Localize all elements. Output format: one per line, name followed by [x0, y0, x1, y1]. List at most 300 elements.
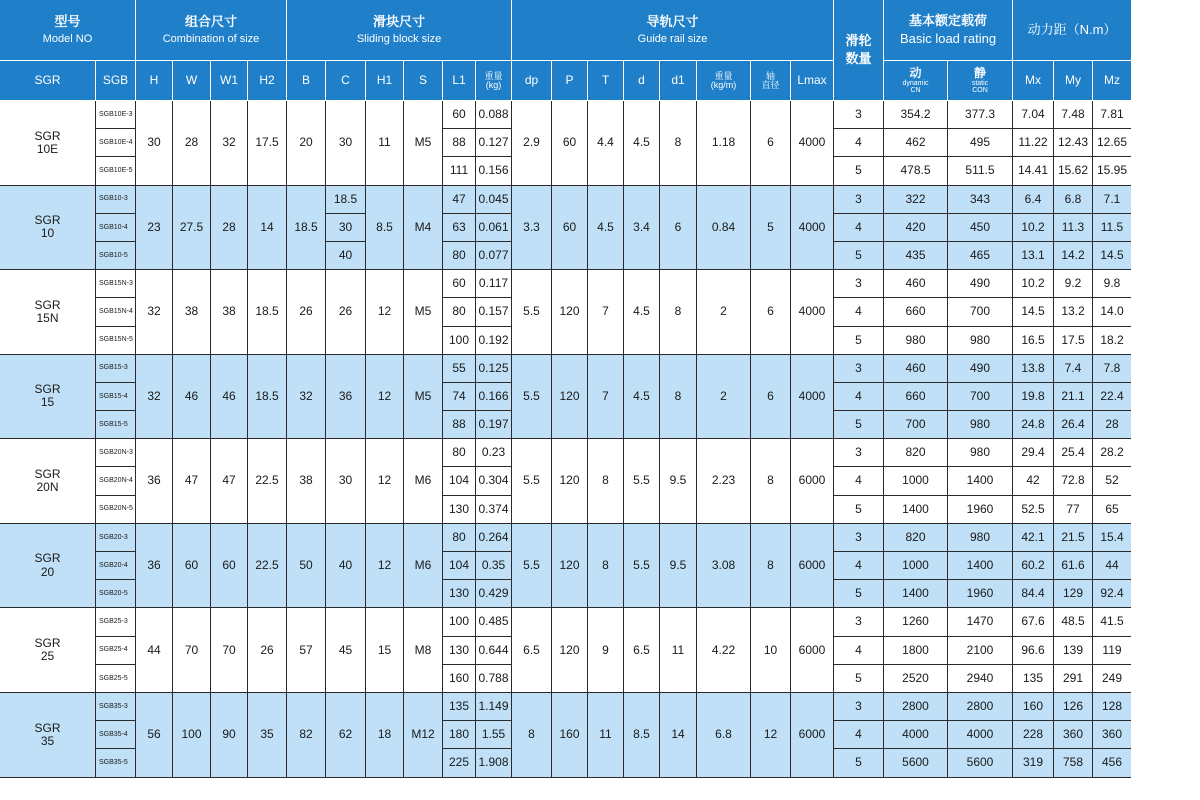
cell-c: 30 [326, 439, 366, 524]
cell-mx: 16.5 [1013, 327, 1054, 355]
col-weight-rail-cn: 重量 [714, 70, 733, 81]
cell-lmax: 6000 [791, 524, 834, 609]
cell-mx: 6.4 [1013, 186, 1054, 214]
cell-mx: 10.2 [1013, 270, 1054, 298]
cell-s: M5 [404, 270, 443, 355]
cell-h1: 11 [366, 101, 404, 186]
cell-weight: 0.127 [476, 129, 512, 157]
cell-wheels: 4 [834, 298, 884, 326]
cell-d: 3.4 [624, 186, 660, 271]
cell-dynamic: 660 [884, 383, 948, 411]
col-dynamic-cn: 动 [909, 65, 922, 80]
cell-d1: 9.5 [660, 524, 697, 609]
header-guide-en: Guide rail size [637, 32, 708, 45]
cell-t: 4.4 [588, 101, 624, 186]
model-sgr-line: SGR [34, 213, 61, 228]
cell-axle: 12 [751, 693, 791, 778]
cell-wheels: 5 [834, 242, 884, 270]
cell-l1: 80 [443, 242, 476, 270]
model-sgb: SGB15-5 [96, 411, 136, 439]
cell-l1: 55 [443, 355, 476, 383]
cell-b: 38 [287, 439, 326, 524]
cell-lmax: 6000 [791, 439, 834, 524]
header-model [0, 0, 136, 61]
col-dynamic [884, 61, 948, 101]
cell-l1: 130 [443, 637, 476, 665]
cell-s: M4 [404, 186, 443, 271]
model-sgb: SGB15-4 [96, 383, 136, 411]
cell-dynamic: 2520 [884, 665, 948, 693]
cell-dp: 5.5 [512, 524, 552, 609]
cell-wr: 4.22 [697, 608, 751, 693]
cell-c: 26 [326, 270, 366, 355]
cell-p: 120 [552, 270, 588, 355]
cell-static: 377.3 [948, 101, 1013, 129]
cell-dynamic: 660 [884, 298, 948, 326]
cell-my: 13.2 [1054, 298, 1093, 326]
cell-wr: 0.84 [697, 186, 751, 271]
cell-d: 6.5 [624, 608, 660, 693]
cell-dynamic: 322 [884, 186, 948, 214]
cell-t: 7 [588, 270, 624, 355]
cell-lmax: 6000 [791, 693, 834, 778]
cell-mx: 7.04 [1013, 101, 1054, 129]
model-sgr [0, 693, 96, 778]
header-sliding-cn: 滑块尺寸 [372, 14, 425, 30]
cell-weight: 0.061 [476, 214, 512, 242]
cell-wr: 6.8 [697, 693, 751, 778]
cell-static: 980 [948, 524, 1013, 552]
cell-wheels: 4 [834, 467, 884, 495]
cell-dynamic: 5600 [884, 749, 948, 777]
cell-mz: 14.5 [1093, 242, 1131, 270]
cell-wheels: 4 [834, 721, 884, 749]
cell-wheels: 5 [834, 749, 884, 777]
cell-my: 17.5 [1054, 327, 1093, 355]
cell-weight: 0.117 [476, 270, 512, 298]
cell-weight: 0.088 [476, 101, 512, 129]
cell-b: 32 [287, 355, 326, 440]
col-axle [751, 61, 791, 101]
cell-l1: 88 [443, 411, 476, 439]
cell-w: 70 [173, 608, 211, 693]
cell-w1: 32 [211, 101, 248, 186]
cell-mz: 7.8 [1093, 355, 1131, 383]
cell-wheels: 3 [834, 186, 884, 214]
header-moment-text: 动力距（N.m） [1027, 21, 1117, 37]
cell-c: 36 [326, 355, 366, 440]
cell-mz: 9.8 [1093, 270, 1131, 298]
cell-wheels: 5 [834, 411, 884, 439]
cell-w1: 90 [211, 693, 248, 778]
cell-l1: 130 [443, 496, 476, 524]
cell-wheels: 3 [834, 355, 884, 383]
cell-p: 60 [552, 101, 588, 186]
cell-mz: 41.5 [1093, 608, 1131, 636]
cell-wr: 2 [697, 270, 751, 355]
cell-mx: 228 [1013, 721, 1054, 749]
cell-axle: 10 [751, 608, 791, 693]
cell-wheels: 5 [834, 580, 884, 608]
model-sgb: SGB15N-3 [96, 270, 136, 298]
cell-h: 32 [136, 270, 173, 355]
cell-static: 1400 [948, 467, 1013, 495]
cell-c: 18.5 [326, 186, 366, 214]
model-sgr-line: SGR [34, 720, 61, 735]
cell-wr: 3.08 [697, 524, 751, 609]
col-mx: Mx [1013, 61, 1054, 101]
cell-mz: 119 [1093, 637, 1131, 665]
cell-mx: 14.5 [1013, 298, 1054, 326]
col-c: C [326, 61, 366, 101]
cell-h: 23 [136, 186, 173, 271]
cell-dynamic: 1000 [884, 552, 948, 580]
cell-h2: 18.5 [248, 355, 287, 440]
cell-weight: 1.55 [476, 721, 512, 749]
cell-wheels: 3 [834, 101, 884, 129]
cell-d: 5.5 [624, 439, 660, 524]
cell-l1: 100 [443, 608, 476, 636]
cell-my: 15.62 [1054, 157, 1093, 185]
model-sgb: SGB10-4 [96, 214, 136, 242]
cell-p: 160 [552, 693, 588, 778]
model-sgb: SGB20N-4 [96, 467, 136, 495]
cell-dynamic: 460 [884, 270, 948, 298]
model-sgr [0, 186, 96, 271]
cell-l1: 47 [443, 186, 476, 214]
col-static [948, 61, 1013, 101]
cell-static: 450 [948, 214, 1013, 242]
cell-l1: 80 [443, 524, 476, 552]
cell-t: 7 [588, 355, 624, 440]
cell-mx: 11.22 [1013, 129, 1054, 157]
cell-dp: 2.9 [512, 101, 552, 186]
cell-c: 45 [326, 608, 366, 693]
cell-h2: 22.5 [248, 439, 287, 524]
cell-static: 2940 [948, 665, 1013, 693]
cell-h2: 18.5 [248, 270, 287, 355]
col-axle-cn2: 直径 [761, 79, 780, 90]
cell-static: 5600 [948, 749, 1013, 777]
cell-mz: 44 [1093, 552, 1131, 580]
model-sgb: SGB20-4 [96, 552, 136, 580]
cell-l1: 130 [443, 580, 476, 608]
cell-weight: 0.157 [476, 298, 512, 326]
cell-d1: 14 [660, 693, 697, 778]
cell-d: 5.5 [624, 524, 660, 609]
cell-wheels: 5 [834, 496, 884, 524]
cell-dynamic: 980 [884, 327, 948, 355]
model-sgr-line: 25 [40, 649, 55, 664]
model-sgb: SGB15N-5 [96, 327, 136, 355]
model-sgb: SGB10-5 [96, 242, 136, 270]
header-wheels [834, 0, 884, 101]
cell-s: M6 [404, 524, 443, 609]
col-d: d [624, 61, 660, 101]
header-load-en: Basic load rating [899, 30, 997, 46]
cell-mx: 160 [1013, 693, 1054, 721]
cell-mz: 15.95 [1093, 157, 1131, 185]
model-sgb: SGB20-5 [96, 580, 136, 608]
header-wheels-text: 滑轮数量 [845, 33, 872, 66]
cell-b: 57 [287, 608, 326, 693]
cell-lmax: 4000 [791, 186, 834, 271]
cell-dynamic: 4000 [884, 721, 948, 749]
col-lmax: Lmax [791, 61, 834, 101]
cell-d1: 8 [660, 355, 697, 440]
cell-weight: 0.264 [476, 524, 512, 552]
cell-l1: 60 [443, 101, 476, 129]
col-w1: W1 [211, 61, 248, 101]
cell-dp: 8 [512, 693, 552, 778]
cell-d1: 8 [660, 270, 697, 355]
cell-h2: 26 [248, 608, 287, 693]
cell-s: M6 [404, 439, 443, 524]
model-sgr-line: 10E [36, 141, 59, 156]
cell-l1: 80 [443, 439, 476, 467]
cell-mz: 22.4 [1093, 383, 1131, 411]
cell-axle: 8 [751, 439, 791, 524]
cell-static: 490 [948, 270, 1013, 298]
cell-weight: 0.23 [476, 439, 512, 467]
cell-h1: 12 [366, 355, 404, 440]
cell-mx: 52.5 [1013, 496, 1054, 524]
cell-my: 758 [1054, 749, 1093, 777]
cell-p: 60 [552, 186, 588, 271]
model-sgb: SGB15-3 [96, 355, 136, 383]
model-sgr [0, 355, 96, 440]
model-sgr-line: 20 [40, 564, 55, 579]
cell-mz: 65 [1093, 496, 1131, 524]
col-l1: L1 [443, 61, 476, 101]
cell-mz: 15.4 [1093, 524, 1131, 552]
cell-my: 129 [1054, 580, 1093, 608]
cell-wr: 2 [697, 355, 751, 440]
cell-mz: 7.1 [1093, 186, 1131, 214]
cell-weight: 0.166 [476, 383, 512, 411]
cell-axle: 6 [751, 355, 791, 440]
cell-wheels: 5 [834, 157, 884, 185]
cell-dynamic: 478.5 [884, 157, 948, 185]
cell-w1: 38 [211, 270, 248, 355]
header-combination-cn: 组合尺寸 [184, 14, 237, 30]
cell-axle: 5 [751, 186, 791, 271]
col-h1: H1 [366, 61, 404, 101]
cell-l1: 225 [443, 749, 476, 777]
cell-my: 9.2 [1054, 270, 1093, 298]
cell-my: 26.4 [1054, 411, 1093, 439]
col-static-en1: static [971, 80, 989, 88]
cell-s: M5 [404, 101, 443, 186]
cell-b: 26 [287, 270, 326, 355]
cell-lmax: 4000 [791, 355, 834, 440]
cell-mz: 7.81 [1093, 101, 1131, 129]
cell-w: 100 [173, 693, 211, 778]
header-model-en: Model NO [42, 32, 93, 45]
cell-mx: 13.8 [1013, 355, 1054, 383]
col-axle-cn1: 轴 [765, 70, 775, 81]
col-sgr: SGR [0, 61, 96, 101]
cell-my: 291 [1054, 665, 1093, 693]
cell-my: 126 [1054, 693, 1093, 721]
cell-wheels: 3 [834, 693, 884, 721]
cell-mz: 18.2 [1093, 327, 1131, 355]
cell-w1: 28 [211, 186, 248, 271]
cell-s: M8 [404, 608, 443, 693]
cell-dynamic: 700 [884, 411, 948, 439]
col-w: W [173, 61, 211, 101]
cell-my: 12.43 [1054, 129, 1093, 157]
cell-l1: 104 [443, 552, 476, 580]
cell-lmax: 4000 [791, 101, 834, 186]
cell-weight: 0.644 [476, 637, 512, 665]
cell-d: 4.5 [624, 270, 660, 355]
model-sgr-line: SGR [34, 466, 61, 481]
cell-h: 44 [136, 608, 173, 693]
cell-lmax: 6000 [791, 608, 834, 693]
cell-t: 8 [588, 524, 624, 609]
cell-mz: 12.65 [1093, 129, 1131, 157]
cell-dynamic: 462 [884, 129, 948, 157]
cell-wheels: 4 [834, 383, 884, 411]
model-sgb: SGB10E-3 [96, 101, 136, 129]
cell-wheels: 4 [834, 552, 884, 580]
cell-static: 1470 [948, 608, 1013, 636]
cell-wheels: 4 [834, 637, 884, 665]
cell-static: 490 [948, 355, 1013, 383]
cell-wheels: 4 [834, 214, 884, 242]
header-moment [1013, 0, 1131, 61]
cell-w: 38 [173, 270, 211, 355]
model-sgr-line: 10 [40, 226, 55, 241]
cell-wr: 2.23 [697, 439, 751, 524]
cell-mz: 92.4 [1093, 580, 1131, 608]
cell-c: 40 [326, 524, 366, 609]
cell-l1: 135 [443, 693, 476, 721]
cell-p: 120 [552, 524, 588, 609]
col-h: H [136, 61, 173, 101]
cell-mx: 42.1 [1013, 524, 1054, 552]
cell-b: 82 [287, 693, 326, 778]
col-d1: d1 [660, 61, 697, 101]
model-sgr-line: 20N [36, 480, 59, 495]
cell-d1: 6 [660, 186, 697, 271]
model-sgr-line: 35 [40, 733, 55, 748]
cell-s: M12 [404, 693, 443, 778]
cell-d: 4.5 [624, 355, 660, 440]
cell-weight: 0.192 [476, 327, 512, 355]
cell-static: 980 [948, 327, 1013, 355]
cell-mz: 249 [1093, 665, 1131, 693]
col-s: S [404, 61, 443, 101]
cell-h1: 12 [366, 270, 404, 355]
cell-static: 700 [948, 298, 1013, 326]
cell-h2: 17.5 [248, 101, 287, 186]
cell-c: 62 [326, 693, 366, 778]
cell-dp: 3.3 [512, 186, 552, 271]
cell-h2: 14 [248, 186, 287, 271]
cell-mx: 67.6 [1013, 608, 1054, 636]
cell-l1: 100 [443, 327, 476, 355]
cell-w1: 47 [211, 439, 248, 524]
col-dynamic-en1: dynamic [902, 80, 929, 88]
model-sgr-line: SGR [34, 635, 61, 650]
cell-mx: 29.4 [1013, 439, 1054, 467]
model-sgb: SGB20N-5 [96, 496, 136, 524]
model-sgr [0, 101, 96, 186]
cell-s: M5 [404, 355, 443, 440]
cell-dp: 5.5 [512, 439, 552, 524]
header-guide [512, 0, 834, 61]
cell-mz: 128 [1093, 693, 1131, 721]
cell-my: 48.5 [1054, 608, 1093, 636]
cell-static: 4000 [948, 721, 1013, 749]
cell-static: 980 [948, 439, 1013, 467]
col-static-cn: 静 [973, 65, 986, 80]
cell-weight: 1.149 [476, 693, 512, 721]
cell-axle: 8 [751, 524, 791, 609]
cell-dynamic: 820 [884, 439, 948, 467]
cell-l1: 74 [443, 383, 476, 411]
cell-my: 61.6 [1054, 552, 1093, 580]
col-mz: Mz [1093, 61, 1131, 101]
cell-static: 980 [948, 411, 1013, 439]
cell-static: 2800 [948, 693, 1013, 721]
model-sgr-line: SGR [34, 128, 61, 143]
cell-my: 139 [1054, 637, 1093, 665]
cell-lmax: 4000 [791, 270, 834, 355]
cell-my: 77 [1054, 496, 1093, 524]
cell-weight: 0.429 [476, 580, 512, 608]
cell-h2: 35 [248, 693, 287, 778]
cell-mx: 13.1 [1013, 242, 1054, 270]
header-load [884, 0, 1013, 61]
header-sliding-en: Sliding block size [356, 32, 442, 45]
cell-mx: 10.2 [1013, 214, 1054, 242]
cell-c: 30 [326, 214, 366, 242]
cell-t: 8 [588, 439, 624, 524]
header-combination [136, 0, 287, 61]
cell-h1: 12 [366, 524, 404, 609]
cell-p: 120 [552, 608, 588, 693]
cell-static: 2100 [948, 637, 1013, 665]
cell-static: 343 [948, 186, 1013, 214]
cell-dynamic: 460 [884, 355, 948, 383]
cell-l1: 80 [443, 298, 476, 326]
cell-w: 28 [173, 101, 211, 186]
cell-h: 36 [136, 524, 173, 609]
model-sgb: SGB20-3 [96, 524, 136, 552]
cell-my: 11.3 [1054, 214, 1093, 242]
col-weight-rail-unit: (kg/m) [710, 79, 737, 90]
cell-my: 7.48 [1054, 101, 1093, 129]
cell-l1: 160 [443, 665, 476, 693]
cell-mz: 14.0 [1093, 298, 1131, 326]
cell-weight: 0.374 [476, 496, 512, 524]
cell-d1: 11 [660, 608, 697, 693]
cell-dynamic: 820 [884, 524, 948, 552]
col-dynamic-en2: CN [910, 87, 921, 95]
cell-l1: 111 [443, 157, 476, 185]
cell-my: 21.5 [1054, 524, 1093, 552]
cell-h1: 15 [366, 608, 404, 693]
cell-mx: 19.8 [1013, 383, 1054, 411]
cell-static: 1960 [948, 496, 1013, 524]
cell-w1: 60 [211, 524, 248, 609]
cell-mz: 28.2 [1093, 439, 1131, 467]
cell-weight: 0.35 [476, 552, 512, 580]
cell-d: 8.5 [624, 693, 660, 778]
